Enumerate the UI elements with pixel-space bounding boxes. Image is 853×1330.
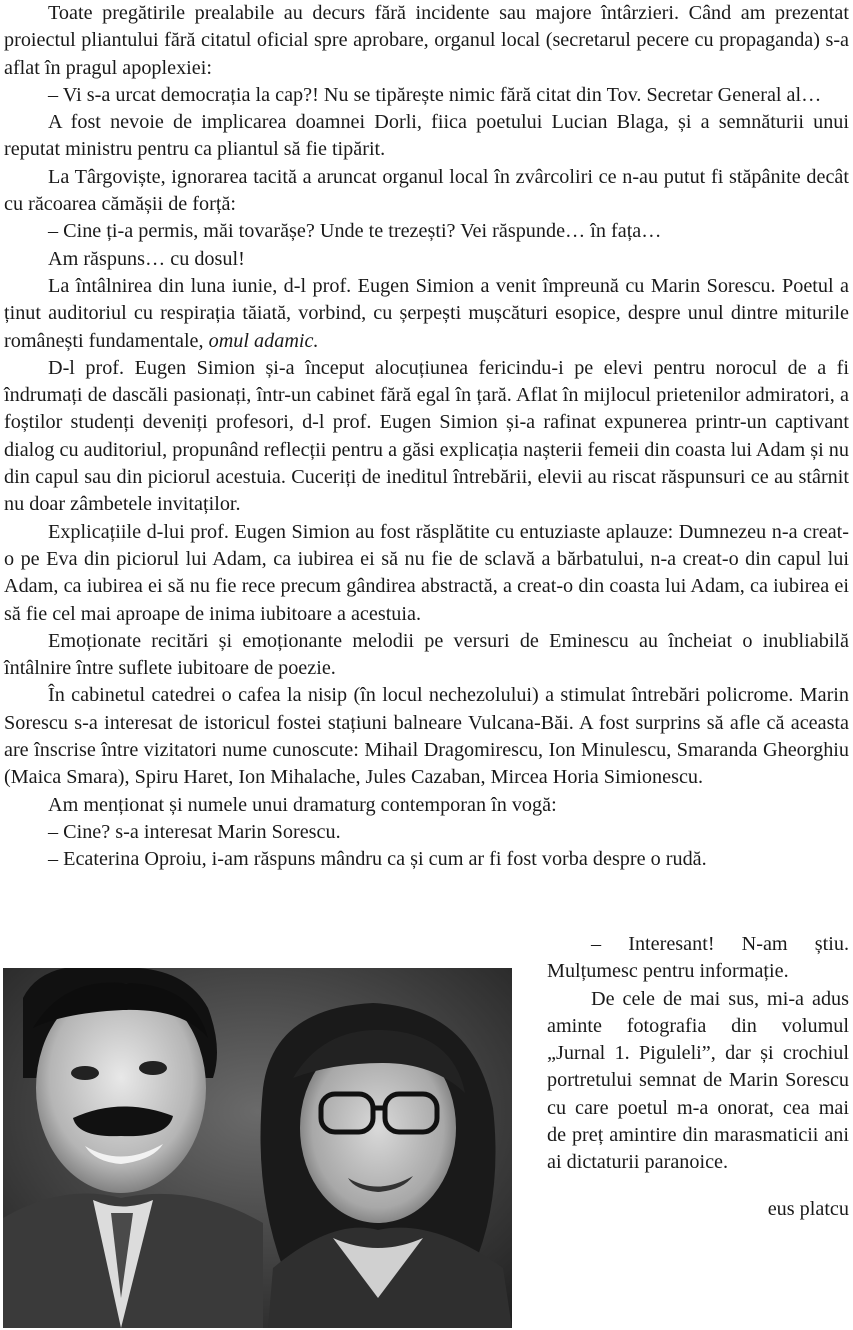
paragraph [4, 519, 849, 628]
paragraph-text: Toate pregătirile prealabile au decurs fără incidente sau majore întârzieri. Când am prezentat proiectul pliantului fără citatul oficial spre aprobare, organul local (secretarul pecere cu propaganda) s-a aflat în pragul apoplexiei: [4, 2, 849, 79]
paragraph-text: – Cine? s-a interesat Marin Sorescu. [48, 820, 341, 843]
paragraph [4, 628, 849, 683]
paragraph-text: Am menționat și numele unui dramaturg contemporan în vogă: [48, 793, 557, 816]
paragraph-text: La Târgoviște, ignorarea tacită a aruncat organul local în zvârcoliri ce n-au putut fi stăpânite decât cu răcoarea cămășii de forță: [4, 165, 849, 216]
paragraph-text: D-l prof. Eugen Simion și-a început alocuțiunea fericindu-i pe elevi pentru norocul de a fi îndrumați de dascăli pasionați, într-un cabinet fără egal în țară. Aflat în mijlocul prietenilor admiratori, a foștilor studenți deveniți profesori, d-l prof. Eugen Simion și-a rafinat expunerea printr-un captivant dialog cu auditoriul, propunând reflecții pentru a găsi explicația nașterii femeii din coasta lui Adam și nu din capul sau din piciorul acestuia. Cuceriți de ineditul întrebării, elevii au riscat răspunsuri ce au stârnit nu doar zâmbetele invitaților. [4, 356, 849, 516]
paragraph [4, 109, 849, 164]
paragraph-text: Explicațiile d-lui prof. Eugen Simion au fost răsplătite cu entuziaste aplauze: Dumnezeu n-a creat-o pe Eva din piciorul lui Adam, ca iubirea ei să nu fie de sclavă a bărbatului, n-a creat-o din capul lui Adam, ca iubirea ei să nu fie rece precum gândirea abstractă, a creat-o din coasta lui Adam, ca iubirea ei să fie cel mai aproape de inima iubitoare a acestuia. [4, 520, 849, 625]
side-paragraph: De cele de mai sus, mi-a adus aminte fotografia din volumul „Jurnal 1. Piguleli”, dar și crochiul portretului semnat de Marin Sorescu cu care poetul m-a onorat, cea mai de preț amintire din marasmaticii ani ai dictaturii paranoice. [547, 987, 849, 1174]
side-text-column [547, 931, 849, 1223]
paragraph-text: – Cine ți-a permis, măi tovarășe? Unde te trezești? Vei răspunde… în fața… [48, 220, 662, 243]
paragraph [4, 682, 849, 791]
paragraph-text: Emoționate recitări și emoționante melodii pe versuri de Eminescu au încheiat o inubliabilă întâlnire între suflete iubitoare de poezie. [4, 629, 849, 680]
side-paragraph: – Interesant! N-am știu. Mulțumesc pentru informație. [547, 933, 849, 983]
paragraph [4, 792, 849, 819]
paragraph-text: – Ecaterina Oproiu, i-am răspuns mândru ca și cum ar fi fost vorba despre o rudă. [48, 848, 707, 871]
photo-image [3, 968, 512, 1328]
paragraph-text: A fost nevoie de implicarea doamnei Dorli, fiica poetului Lucian Blaga, și a semnăturii unui reputat ministru pentru ca pliantul să fie tipărit. [4, 111, 849, 161]
paragraph [4, 218, 849, 245]
paragraph [4, 273, 849, 355]
paragraph [4, 82, 849, 109]
paragraph-text: – Vi s-a urcat democrația la cap?! Nu se tipărește nimic fără citat din Tov. Secretar General al… [48, 83, 822, 106]
paragraph-text: În cabinetul catedrei o cafea la nisip (în locul nechezolului) a stimulat întrebări policrome. Marin Sorescu s-a interesat de istoricul fostei stațiuni balneare Vulcana-Băi. A fost surprins să afle că aceasta are înscrise între vizitatori nume cunoscute: Mihail Dragomirescu, Ion Minulescu, Smaranda Gheorghiu (Maica Smara), Spiru Haret, Ion Mihalache, Jules Cazaban, Mircea Horia Simionescu. [4, 684, 849, 789]
paragraph [4, 0, 849, 82]
author-signature: eus platcu [767, 1197, 849, 1220]
paragraph [4, 846, 849, 873]
paragraph-text: La întâlnirea din luna iunie, d-l prof. Eugen Simion a venit împreună cu Marin Sorescu. Poetul a ținut auditoriul cu respirația tăiată, vorbind, cu șerpești mușcături esopice, despre unul dintre miturile românești fundamentale, [4, 274, 849, 352]
article-body [4, 0, 849, 874]
paragraph [4, 164, 849, 219]
paragraph [4, 355, 849, 519]
black-and-white-photograph [3, 968, 512, 1328]
paragraph [4, 246, 849, 273]
paragraph [4, 819, 849, 846]
italic-phrase: omul adamic. [208, 329, 319, 352]
paragraph-text: Am răspuns… cu dosul! [48, 247, 245, 270]
